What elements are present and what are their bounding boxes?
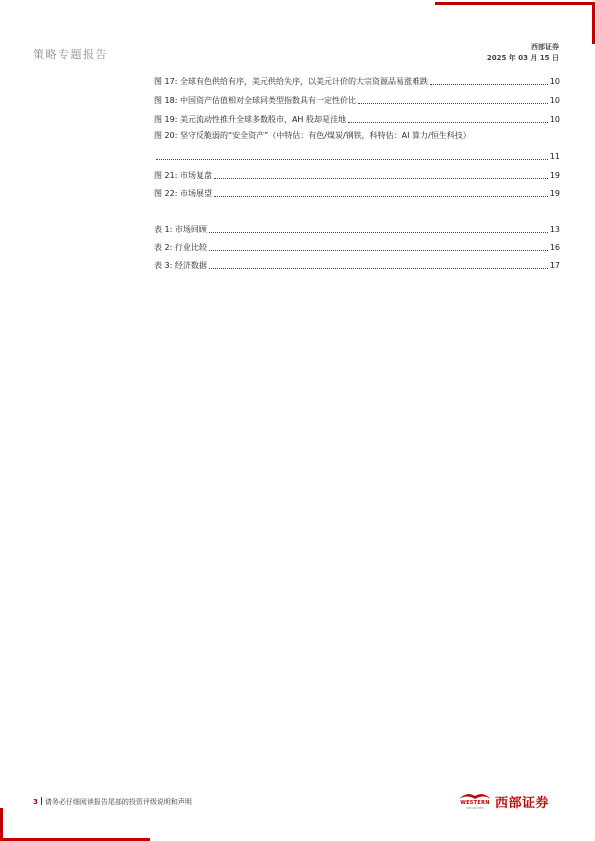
toc-entry-label: 图 17: 全球有色供给有序，美元供给失序，以美元计价的大宗资源品易涨难跌 xyxy=(154,77,428,86)
toc-leader-dots xyxy=(209,268,548,269)
toc-leader-dots xyxy=(156,159,548,160)
toc-entry-table1[interactable] xyxy=(154,223,560,235)
report-type: 策略专题报告 xyxy=(33,48,108,61)
footer xyxy=(33,797,192,807)
toc-entry-label: 表 1: 市场回顾 xyxy=(154,225,207,234)
page-number: 3 xyxy=(33,798,38,806)
logo-text-en: WESTERN xyxy=(460,800,490,806)
toc-entry-page: 17 xyxy=(549,261,560,270)
toc-entry-label: 表 2: 行业比较 xyxy=(154,243,207,252)
toc-entry-label: 表 3: 经济数据 xyxy=(154,261,207,270)
toc-entry-label: 图 18: 中国资产估值相对全球同类型指数具有一定性价比 xyxy=(154,96,356,105)
toc-entry-page: 19 xyxy=(549,171,560,180)
report-date: 2025 年 03 月 15 日 xyxy=(486,54,559,62)
toc-entry-page: 19 xyxy=(549,189,560,198)
toc-entry-label: 图 22: 市场展望 xyxy=(154,189,212,198)
corner-bar-left xyxy=(0,808,3,841)
toc-entry-table3[interactable] xyxy=(154,259,560,271)
corner-bar-top xyxy=(435,2,595,5)
toc-leader-dots xyxy=(358,103,548,104)
toc-entry-fig20-continuation[interactable] xyxy=(154,150,560,162)
toc-leader-dots xyxy=(214,196,548,197)
toc-entry-fig20[interactable] xyxy=(154,130,560,142)
toc-entry-label: 图 20: 坚守反脆弱的“安全资产”（中特估：有色/煤炭/钢铁，科特估：AI 算力/恒生科技） xyxy=(154,131,471,140)
header-brand: 西部证券 xyxy=(531,43,559,51)
toc-entry-fig19[interactable] xyxy=(154,113,560,125)
toc-entry-label: 图 19: 美元流动性推升全球多数股市，AH 股却是洼地 xyxy=(154,115,346,124)
toc-entry-fig18[interactable] xyxy=(154,94,560,106)
toc-entry-page: 16 xyxy=(549,243,560,252)
toc-entry-fig17[interactable] xyxy=(154,75,560,87)
toc-entry-label: 图 21: 市场复盘 xyxy=(154,171,212,180)
logo-text-cn: 西部证券 xyxy=(495,796,550,811)
toc-entry-fig22[interactable] xyxy=(154,187,560,199)
toc-leader-dots xyxy=(214,178,548,179)
toc-leader-dots xyxy=(348,122,548,123)
toc-entry-fig21[interactable] xyxy=(154,169,560,181)
toc-entry-page: 11 xyxy=(549,152,560,161)
toc-entry-page: 10 xyxy=(549,77,560,86)
toc-entry-page: 10 xyxy=(549,96,560,105)
footer-disclaimer: 请务必仔细阅读报告尾部的投资评级说明和声明 xyxy=(44,798,192,806)
toc-leader-dots xyxy=(430,84,548,85)
footer-separator xyxy=(41,797,42,805)
toc-leader-dots xyxy=(209,232,548,233)
toc-entry-page: 13 xyxy=(549,225,560,234)
toc-leader-dots xyxy=(209,250,548,251)
toc-entry-table2[interactable] xyxy=(154,241,560,253)
logo-text-sub: SECURITIES xyxy=(466,806,484,810)
toc-entry-page: 10 xyxy=(549,115,560,124)
